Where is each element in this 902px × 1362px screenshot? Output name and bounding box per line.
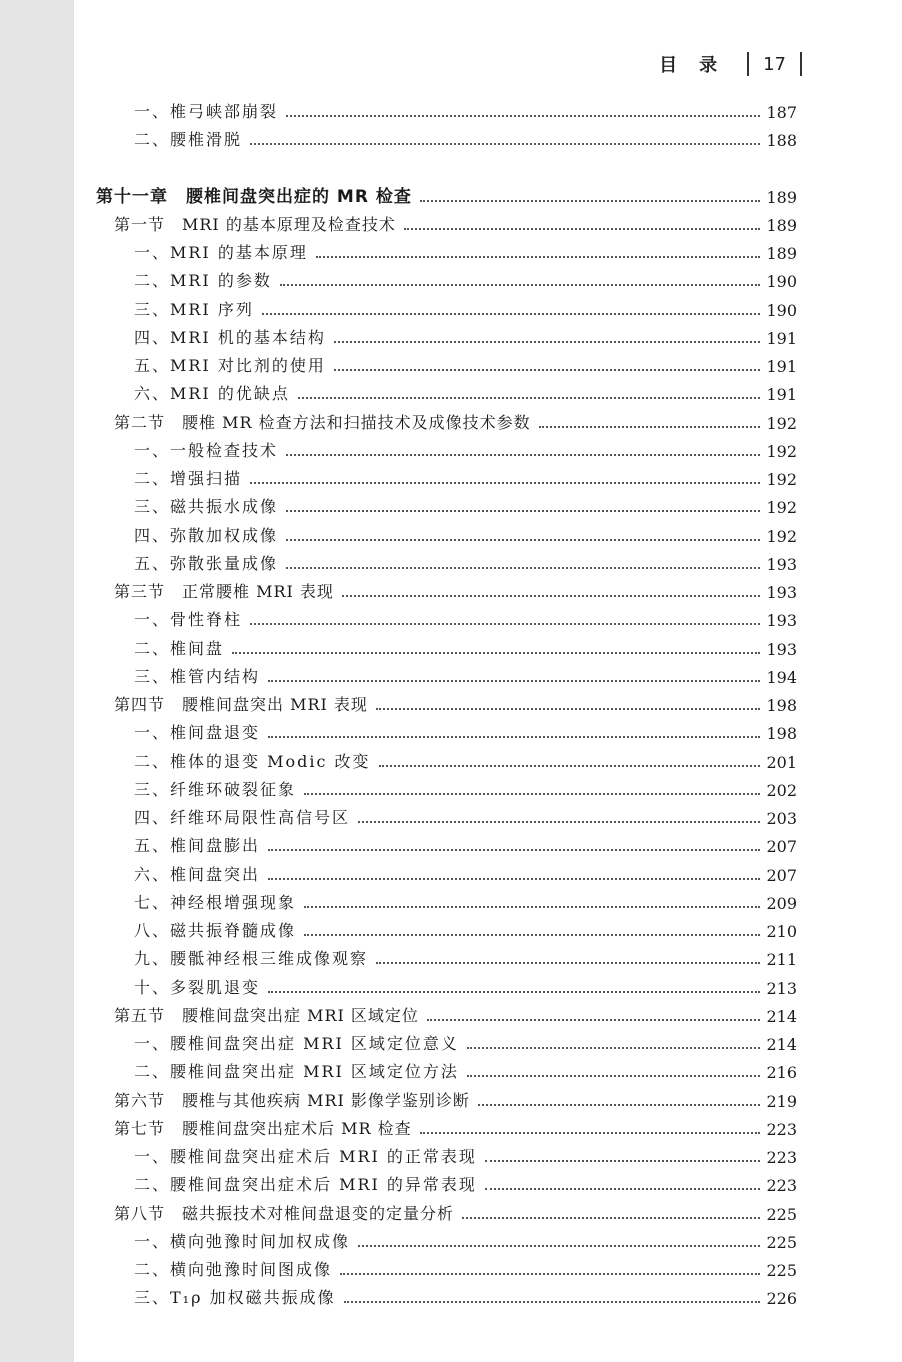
toc-entry-title: 二、腰椎间盘突出症术后 MRI 的异常表现: [134, 1175, 477, 1195]
toc-entry-item: [74, 1056, 902, 1082]
dot-leader: [358, 1244, 760, 1247]
dot-leader: [478, 1103, 761, 1106]
toc-entry-page-number: 198: [766, 696, 797, 715]
book-page: [74, 0, 902, 1362]
dot-leader: [539, 425, 761, 428]
dot-leader: [286, 114, 760, 117]
toc-entry-item: [74, 491, 902, 517]
toc-entry-page-number: 207: [766, 837, 797, 857]
toc-entry-title: 四、弥散加权成像: [134, 525, 279, 545]
toc-entry-item: [74, 1141, 902, 1167]
toc-entry-title: 二、MRI 的参数: [134, 271, 272, 291]
toc-entry-item: [74, 463, 902, 489]
toc-entry-title: 一、MRI 的基本原理: [134, 243, 308, 262]
toc-entry-title: 四、纤维环局限性高信号区: [134, 808, 351, 827]
toc-entry-title: 第四节 腰椎间盘突出 MRI 表现: [114, 695, 368, 714]
dot-leader: [334, 368, 761, 371]
toc-entry-item: [74, 802, 902, 828]
toc-entry-chapter: [74, 181, 902, 207]
toc-entry-item: [74, 1282, 902, 1308]
toc-entry-title: 一、骨性脊柱: [134, 610, 243, 630]
toc-entry-page-number: 189: [766, 215, 797, 235]
toc-entry-title: 一、椎弓峡部崩裂: [134, 102, 279, 121]
toc-entry-page-number: 214: [766, 1035, 797, 1054]
dot-leader: [250, 622, 760, 625]
toc-entry-item: [74, 265, 902, 291]
toc-entry-title: 二、增强扫描: [134, 469, 243, 488]
toc-entry-page-number: 226: [766, 1289, 797, 1309]
toc-entry-item: [74, 294, 902, 320]
dot-leader: [286, 538, 760, 541]
dot-leader: [316, 255, 761, 258]
toc-entry-page-number: 225: [766, 1232, 797, 1252]
dot-leader: [404, 227, 761, 230]
dot-leader: [376, 707, 761, 710]
toc-entry-item: [74, 972, 902, 998]
dot-leader: [344, 1300, 761, 1303]
toc-entry-title: 二、椎体的退变 Modic 改变: [134, 751, 371, 771]
toc-entry-page-number: 223: [766, 1148, 797, 1167]
dot-leader: [485, 1187, 761, 1190]
toc-entry-page-number: 187: [766, 103, 797, 122]
toc-entry-page-number: 223: [766, 1119, 797, 1139]
dot-leader: [232, 651, 760, 654]
toc-entry-page-number: 219: [766, 1091, 797, 1111]
dot-leader: [304, 905, 760, 908]
dot-leader: [298, 396, 761, 399]
dot-leader: [250, 481, 760, 484]
toc-entry-title: 十、多裂肌退变: [134, 977, 261, 997]
toc-entry-page-number: 189: [766, 187, 797, 207]
dot-leader: [268, 679, 760, 682]
toc-entry-page-number: 192: [766, 413, 797, 433]
dot-leader: [286, 509, 760, 512]
toc-entry-page-number: 214: [766, 1006, 797, 1026]
dot-leader: [280, 283, 761, 286]
header-divider-right: [800, 52, 802, 76]
dot-leader: [304, 933, 760, 936]
toc-entry-page-number: 225: [766, 1204, 797, 1224]
dot-leader: [342, 594, 761, 597]
toc-entry-title: 第六节 腰椎与其他疾病 MRI 影像学鉴别诊断: [114, 1090, 470, 1110]
header-title: 目录: [659, 55, 740, 76]
toc-entry-title: 七、神经根增强现象: [134, 892, 297, 912]
toc-entry-title: 三、椎管内结构: [134, 666, 261, 686]
toc-entry-title: 六、MRI 的优缺点: [134, 384, 290, 404]
dot-leader: [467, 1074, 761, 1077]
toc-entry-item: [74, 943, 902, 969]
toc-entry-item: [74, 1028, 902, 1054]
toc-entry-title: 二、腰椎滑脱: [134, 130, 243, 150]
toc-entry-section: [74, 1000, 902, 1026]
toc-entry-item: [74, 237, 902, 263]
toc-entry-section: [74, 1085, 902, 1111]
toc-entry-title: 第七节 腰椎间盘突出症术后 MR 检查: [114, 1118, 412, 1138]
dot-leader: [286, 566, 760, 569]
dot-leader: [340, 1272, 760, 1275]
toc-entry-page-number: 193: [766, 583, 797, 602]
toc-entry-title: 第三节 正常腰椎 MRI 表现: [114, 582, 334, 601]
toc-entry-title: 三、T₁ρ 加权磁共振成像: [134, 1288, 336, 1308]
toc-entry-page-number: 192: [766, 441, 797, 461]
dot-leader: [268, 877, 760, 880]
toc-entry-item: [74, 378, 902, 404]
toc-entry-item: [74, 548, 902, 574]
toc-entry-title: 一、腰椎间盘突出症术后 MRI 的正常表现: [134, 1147, 477, 1166]
toc-entry-page-number: 193: [766, 611, 797, 631]
toc-entry-section: [74, 209, 902, 235]
toc-entry-title: 三、MRI 序列: [134, 299, 254, 319]
toc-entry-page-number: 191: [766, 357, 797, 376]
toc-entry-item: [74, 746, 902, 772]
toc-entry-title: 二、横向弛豫时间图成像: [134, 1260, 333, 1279]
toc-entry-page-number: 202: [766, 780, 797, 800]
toc-entry-page-number: 203: [766, 809, 797, 828]
page-gutter: [0, 0, 74, 1362]
toc-entry-page-number: 211: [766, 950, 797, 970]
dot-leader: [304, 792, 760, 795]
toc-entry-item: [74, 717, 902, 743]
toc-entry-item: [74, 96, 902, 122]
toc-entry-title: 五、椎间盘膨出: [134, 836, 261, 856]
toc-entry-title: 一、一般检查技术: [134, 440, 279, 460]
toc-entry-item: [74, 1169, 902, 1195]
toc-entry-section: [74, 689, 902, 715]
toc-entry-title: 三、磁共振水成像: [134, 497, 279, 517]
toc-entry-title: 一、腰椎间盘突出症 MRI 区域定位意义: [134, 1034, 459, 1053]
toc-entry-page-number: 191: [766, 385, 797, 405]
toc-entry-page-number: 189: [766, 244, 797, 263]
dot-leader: [334, 340, 761, 343]
running-header: [659, 50, 816, 78]
toc-entry-page-number: 193: [766, 639, 797, 659]
toc-entry-section: [74, 407, 902, 433]
toc-entry-title: 第十一章 腰椎间盘突出症的 MR 检查: [96, 186, 412, 207]
header-page-number: 17: [763, 53, 786, 75]
toc-entry-page-number: 191: [766, 328, 797, 348]
toc-entry-page-number: 201: [766, 752, 797, 772]
dot-leader: [485, 1159, 761, 1162]
toc-entry-item: [74, 435, 902, 461]
toc-entry-page-number: 225: [766, 1261, 797, 1280]
dot-leader: [376, 961, 760, 964]
dot-leader: [427, 1018, 761, 1021]
toc-entry-title: 一、椎间盘退变: [134, 723, 261, 743]
toc-entry-title: 一、横向弛豫时间加权成像: [134, 1231, 351, 1251]
dot-leader: [286, 453, 760, 456]
dot-leader: [420, 199, 761, 202]
toc-entry-page-number: 188: [766, 131, 797, 151]
dot-leader: [268, 735, 760, 738]
dot-leader: [250, 142, 760, 145]
toc-entry-item: [74, 859, 902, 885]
toc-entry-page-number: 216: [766, 1063, 797, 1083]
toc-entry-section: [74, 1113, 902, 1139]
toc-entry-page-number: 192: [766, 470, 797, 489]
toc-entry-title: 四、MRI 机的基本结构: [134, 327, 326, 347]
toc-entry-page-number: 223: [766, 1176, 797, 1196]
toc-entry-page-number: 209: [766, 893, 797, 913]
toc-entry-item: [74, 124, 902, 150]
toc-entry-page-number: 190: [766, 300, 797, 320]
toc-entry-page-number: 213: [766, 978, 797, 998]
toc-entry-title: 二、腰椎间盘突出症 MRI 区域定位方法: [134, 1062, 459, 1082]
toc-entry-section: [74, 1198, 902, 1224]
toc-entry-page-number: 192: [766, 526, 797, 546]
toc-entry-page-number: 207: [766, 865, 797, 885]
toc-entry-page-number: 192: [766, 498, 797, 518]
toc-entry-title: 第一节 MRI 的基本原理及检查技术: [114, 214, 396, 234]
toc-entry-title: 五、弥散张量成像: [134, 553, 279, 573]
toc-entry-item: [74, 322, 902, 348]
toc-entry-item: [74, 1226, 902, 1252]
dot-leader: [262, 312, 761, 315]
toc-entry-page-number: 190: [766, 272, 797, 292]
toc-entry-title: 第五节 腰椎间盘突出症 MRI 区域定位: [114, 1005, 419, 1025]
dot-leader: [358, 820, 760, 823]
toc-entry-title: 第二节 腰椎 MR 检查方法和扫描技术及成像技术参数: [114, 412, 531, 432]
dot-leader: [420, 1131, 761, 1134]
toc-entry-item: [74, 887, 902, 913]
dot-leader: [268, 848, 760, 851]
dot-leader: [462, 1216, 760, 1219]
toc-entry-title: 八、磁共振脊髓成像: [134, 921, 297, 940]
toc-entry-page-number: 194: [766, 667, 797, 687]
toc-entry-title: 九、腰骶神经根三维成像观察: [134, 949, 369, 969]
toc-entry-page-number: 210: [766, 922, 797, 941]
toc-entry-item: [74, 774, 902, 800]
toc-entry-item: [74, 633, 902, 659]
toc-entry-page-number: 198: [766, 724, 797, 744]
dot-leader: [379, 764, 761, 767]
toc-entry-section: [74, 576, 902, 602]
toc-entry-item: [74, 830, 902, 856]
toc-entry-title: 第八节 磁共振技术对椎间盘退变的定量分析: [114, 1203, 455, 1223]
toc-entry-item: [74, 1254, 902, 1280]
header-divider: [747, 52, 749, 76]
toc-entry-item: [74, 915, 902, 941]
toc-entry-title: 二、椎间盘: [134, 638, 225, 658]
toc-entry-item: [74, 661, 902, 687]
toc-entry-title: 三、纤维环破裂征象: [134, 779, 297, 799]
toc-entry-item: [74, 604, 902, 630]
toc-entry-page-number: 193: [766, 554, 797, 574]
dot-leader: [268, 990, 760, 993]
toc-entry-item: [74, 520, 902, 546]
toc-entry-title: 五、MRI 对比剂的使用: [134, 356, 326, 375]
toc-entry-title: 六、椎间盘突出: [134, 864, 261, 884]
toc-entry-item: [74, 350, 902, 376]
dot-leader: [467, 1046, 761, 1049]
